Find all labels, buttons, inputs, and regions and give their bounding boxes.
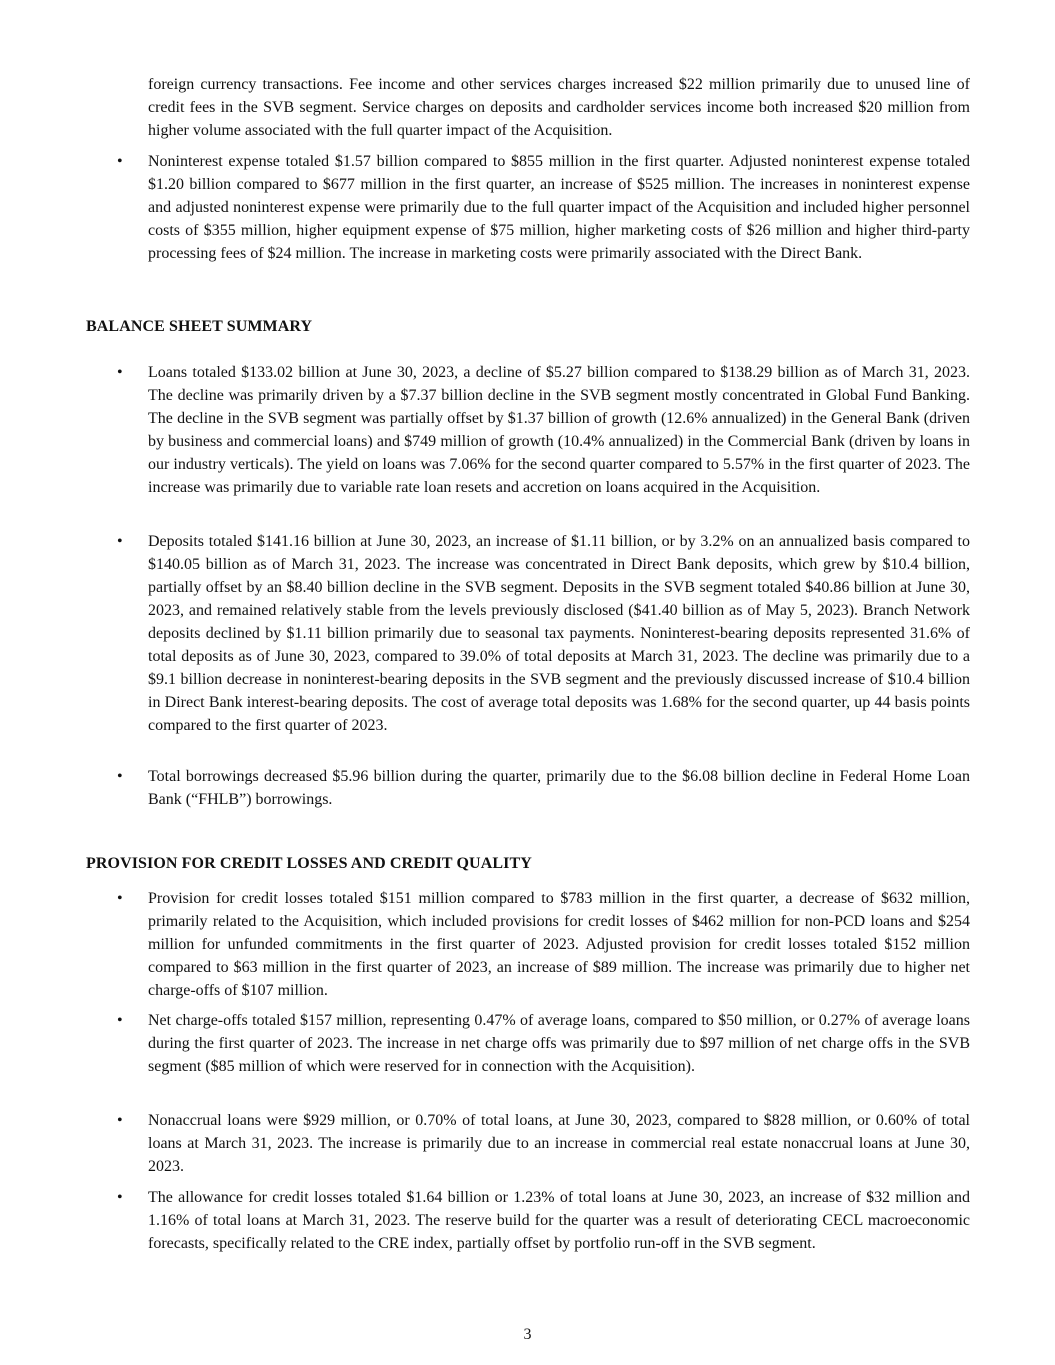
section-heading-balance-sheet: BALANCE SHEET SUMMARY (86, 318, 313, 335)
page-number: 3 (523, 1326, 532, 1343)
continuation-paragraph: foreign currency transactions. Fee income and other services charges increased $22 million primarily due to unused line of credit fees in the SVB segment. Service charges on deposits and cardholder services income both increased $20 million from higher volume associated with the full quarter impact of the Acquisition. (148, 76, 970, 139)
list-item-noninterest-expense (117, 150, 970, 265)
bullet-text: The allowance for credit losses totaled $1.64 billion or 1.23% of total loans at June 30, 2023, an increase of $32 million and 1.16% of total loans at March 31, 2023. The reserve build for the quarter was a result of deteriorating CECL macroeconomic forecasts, specifically related to the CRE index, partially offset by portfolio run-off in the SVB segment. (148, 1189, 970, 1252)
section-heading-credit-quality: PROVISION FOR CREDIT LOSSES AND CREDIT QUALITY (86, 855, 532, 872)
bullet-marker: • (117, 1112, 123, 1129)
list-item-net-charge-offs (117, 1009, 970, 1078)
bullet-text: Nonaccrual loans were $929 million, or 0.70% of total loans, at June 30, 2023, compared to $828 million, or 0.60% of total loans at March 31, 2023. The increase is primarily due to an increase in commercial real estate nonaccrual loans at June 30, 2023. (148, 1112, 970, 1175)
list-item-provision (117, 887, 970, 1002)
bullet-marker: • (117, 890, 123, 907)
bullet-text: Deposits totaled $141.16 billion at June 30, 2023, an increase of $1.11 billion, or by 3.2% on an annualized basis compared to $140.05 billion as of March 31, 2023. The increase was concentrated in Direct Bank deposits, which grew by $10.4 billion, partially offset by an $8.40 billion decline in the SVB segment. Deposits in the SVB segment totaled $40.86 billion at June 30, 2023, and remained relatively stable from the levels previously disclosed ($41.40 billion as of May 5, 2023). Branch Network deposits declined by $1.11 billion primarily due to seasonal tax payments. Noninterest-bearing deposits represented 31.6% of total deposits as of June 30, 2023, compared to 39.0% of total deposits at March 31, 2023. The decline was primarily due to a $9.1 billion decrease in noninterest-bearing deposits in the SVB segment and the previously discussed increase of $10.4 billion in Direct Bank interest-bearing deposits. The cost of average total deposits was 1.68% for the second quarter, up 44 basis points compared to the first quarter of 2023. (148, 533, 970, 734)
bullet-marker: • (117, 364, 123, 381)
bullet-text: Provision for credit losses totaled $151 million compared to $783 million in the first quarter, a decrease of $632 million, primarily related to the Acquisition, which included provisions for credit losses of $462 million for non-PCD loans and $254 million for unfunded commitments in the first quarter of 2023. Adjusted provision for credit losses totaled $152 million compared to $63 million in the first quarter of 2023, an increase of $89 million. The increase was primarily due to higher net charge-offs of $107 million. (148, 890, 970, 999)
list-item-borrowings (117, 765, 970, 811)
bullet-marker: • (117, 1012, 123, 1029)
bullet-marker: • (117, 533, 123, 550)
list-item-loans (117, 361, 970, 499)
bullet-marker: • (117, 1189, 123, 1206)
bullet-marker: • (117, 153, 123, 170)
list-item-deposits (117, 530, 970, 737)
bullet-text: Net charge-offs totaled $157 million, representing 0.47% of average loans, compared to $50 million, or 0.27% of average loans during the first quarter of 2023. The increase in net charge offs was primarily due to $97 million of net charge offs in the SVB segment ($85 million of which were reserved for in connection with the Acquisition). (148, 1012, 970, 1075)
bullet-marker: • (117, 768, 123, 785)
bullet-text: Noninterest expense totaled $1.57 billion compared to $855 million in the first quarter. Adjusted noninterest expense totaled $1.20 billion compared to $677 million in the first quarter, an increase of $525 million. The increases in noninterest expense and adjusted noninterest expense were primarily due to the full quarter impact of the Acquisition and included higher personnel costs of $355 million, higher equipment expense of $75 million, higher marketing costs of $26 million and higher third-party processing fees of $24 million. The increase in marketing costs were primarily associated with the Direct Bank. (148, 153, 970, 262)
bullet-text: Total borrowings decreased $5.96 billion during the quarter, primarily due to the $6.08 billion decline in Federal Home Loan Bank (“FHLB”) borrowings. (148, 768, 970, 808)
bullet-text: Loans totaled $133.02 billion at June 30, 2023, a decline of $5.27 billion compared to $138.29 billion as of March 31, 2023. The decline was primarily driven by a $7.37 billion decline in the SVB segment mostly concentrated in Global Fund Banking. The decline in the SVB segment was partially offset by $1.37 billion of growth (12.6% annualized) in the General Bank (driven by business and commercial loans) and $749 million of growth (10.4% annualized) in the Commercial Bank (driven by loans in our industry verticals). The yield on loans was 7.06% for the second quarter compared to 5.57% in the first quarter of 2023. The increase was primarily due to variable rate loan resets and accretion on loans acquired in the Acquisition. (148, 364, 970, 496)
list-item-nonaccrual-loans (117, 1109, 970, 1178)
list-item-allowance (117, 1186, 970, 1255)
